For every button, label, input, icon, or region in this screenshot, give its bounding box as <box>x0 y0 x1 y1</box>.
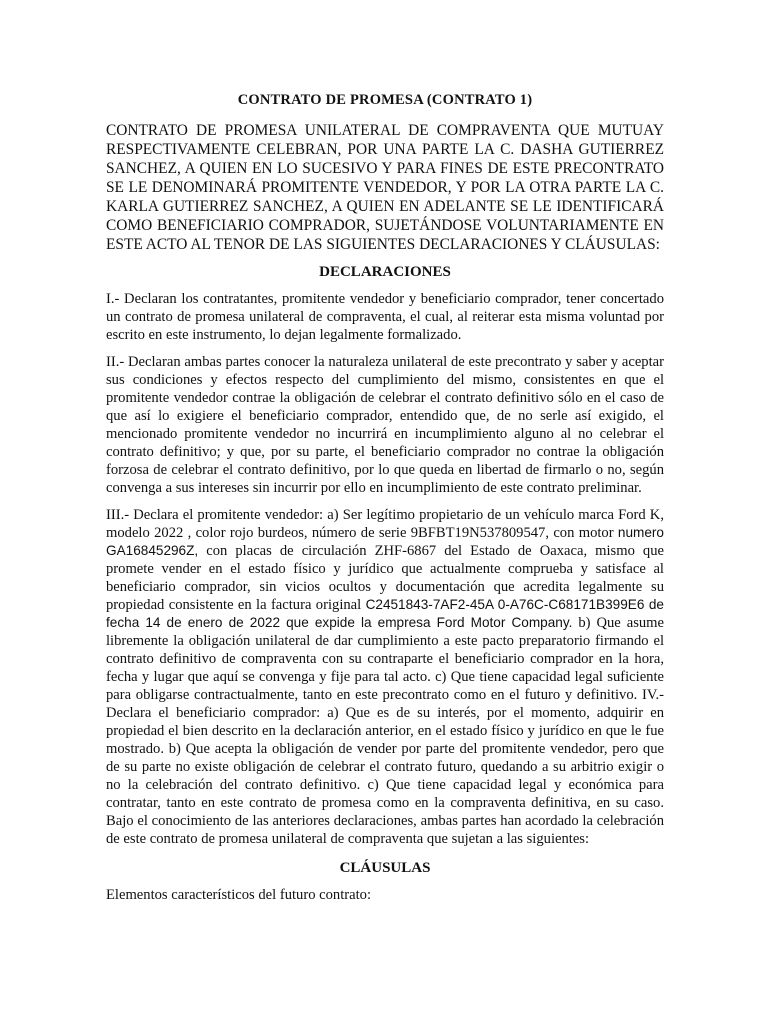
motor-number: numero GA16845296Z, <box>106 525 664 558</box>
declaracion-3-part-c: b) Que asume libremente la obligación unilateral de dar cumplimiento a este pacto preparatorio firmando el contrato definitivo de compraventa con su contraparte el beneficiario comprador en la hora, fecha y lugar que aquí se convenga y fije para tal acto. c) Que tiene capacidad legal suficiente para obligarse contractualmente, tanto en este precontrato como en el futuro y definitivo. IV.- Declara el beneficiario comprador: a) Que es de su interés, por el momento, adquirir en propiedad el bien descrito en la declaración anterior, en el estado físico y jurídico en que le fue mostrado. b) Que acepta la obligación de vender por parte del promitente vendedor, pero que de su parte no existe obligación de celebrar el contrato futuro, quedando a su arbitrio exigir o no la celebración del contrato definitivo. c) Que tiene capacidad legal y económica para contratar, tanto en este contrato de promesa como en la compraventa definitiva, en su caso. Bajo el conocimiento de las anteriores declaraciones, ambas partes han acordado la celebración de este contrato de promesa unilateral de compraventa que sujetan a las siguientes: <box>106 615 665 847</box>
factura-details: C2451843-7AF2-45A 0-A76C-C68171B399E6 de fecha 14 de enero de 2022 que expide la empresa Ford Motor Company. <box>106 597 664 630</box>
declaraciones-heading: DECLARACIONES <box>319 264 451 280</box>
clausulas-heading: CLÁUSULAS <box>339 860 431 876</box>
document-title: CONTRATO DE PROMESA (CONTRATO 1) <box>237 92 533 108</box>
declaracion-2: II.- Declaran ambas partes conocer la naturaleza unilateral de este precontrato y saber y aceptar sus condiciones y efectos respecto del cumplimiento del mismo, consistentes en que el promitente vendedor contrae la obligación de celebrar el contrato definitivo sólo en el caso de que así lo exigiere el beneficiario comprador, entendido que, de no serle así exigido, el mencionado promitente vendedor no incurrirá en incumplimiento alguno al no celebrar el contrato definitivo; y que, por su parte, el beneficiario comprador no contrae la obligación forzosa de celebrar el contrato definitivo, por lo que queda en libertad de firmarlo o no, según convenga a sus intereses sin incurrir por ello en incumplimiento de este contrato preliminar. <box>106 354 664 496</box>
declaracion-1: I.- Declaran los contratantes, promitente vendedor y beneficiario comprador, tener concertado un contrato de promesa unilateral de compraventa, el cual, al reiterar esta misma voluntad por escrito en este instrumento, lo dejan legalmente formalizado. <box>106 291 664 343</box>
clausulas-intro: Elementos característicos del futuro contrato: <box>106 887 372 903</box>
declaracion-3-part-a: III.- Declara el promitente vendedor: a) Ser legítimo propietario de un vehículo marca Ford K, modelo 2022 , color rojo burdeos, número de serie 9BFBT19N537809547, con motor <box>106 507 664 541</box>
declaracion-3-part-b: con placas de circulación ZHF-6867 del Estado de Oaxaca, mismo que promete vender en el estado físico y jurídico que actualmente comprueba y satisface al beneficiario comprador, sin vicios ocultos y documentación que acredita legalmente su propiedad consistente en la factura original <box>106 543 664 613</box>
declaracion-3 <box>106 506 664 848</box>
intro-paragraph: CONTRATO DE PROMESA UNILATERAL DE COMPRAVENTA QUE MUTUAY RESPECTIVAMENTE CELEBRAN, POR UNA PARTE LA C. DASHA GUTIERREZ SANCHEZ, A QUIEN EN LO SUCESIVO Y PARA FINES DE ESTE PRECONTRATO SE LE DENOMINARÁ PROMITENTE VENDEDOR, Y POR LA OTRA PARTE LA C. KARLA GUTIERREZ SANCHEZ, A QUIEN EN ADELANTE SE LE IDENTIFICARÁ COMO BENEFICIARIO COMPRADOR, SUJETÁNDOSE VOLUNTARIAMENTE EN ESTE ACTO AL TENOR DE LAS SIGUIENTES DECLARACIONES Y CLÁUSULAS: <box>106 122 664 253</box>
